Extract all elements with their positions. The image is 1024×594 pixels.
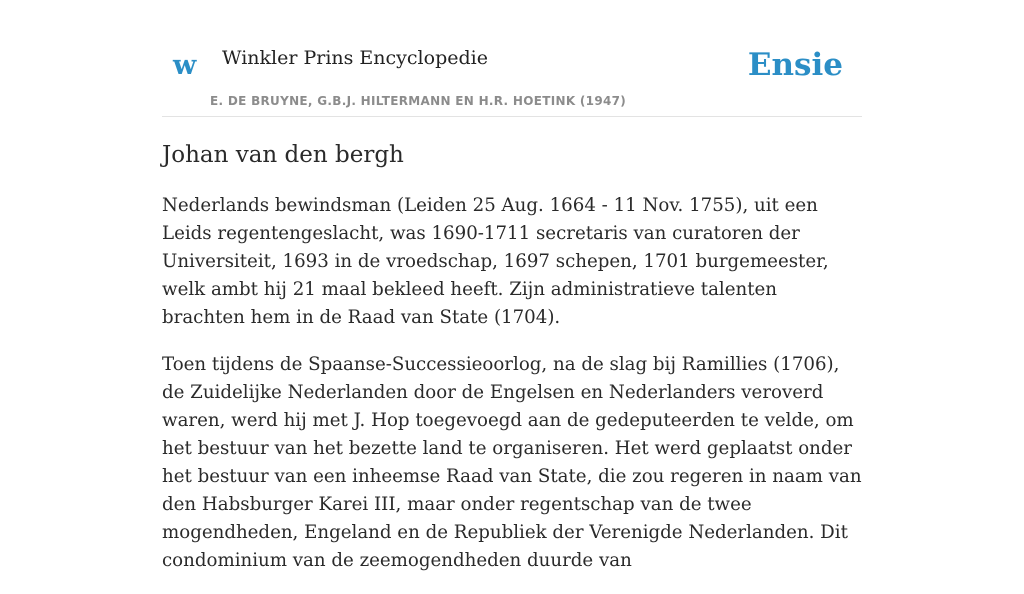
article-body — [162, 192, 862, 594]
source-authors: E. DE BRUYNE, G.B.J. HILTERMANN EN H.R. HOETINK (1947) — [210, 94, 627, 108]
site-header — [162, 0, 862, 117]
article-paragraph: Toen tijdens de Spaanse-Successieoorlog, na de slag bij Ramillies (1706), de Zuidelijke Nederlanden door de Engelsen en Nederlanders veroverd waren, werd hij met J. Hop toegevoegd aan de gedeputeerden te velde, om het bestuur van het bezette land te organiseren. Het werd geplaatst onder het bestuur van een inheemse Raad van State, die zou regeren in naam van den Habsburger Karei III, maar onder regentschap van de twee mogendheden, Engeland en de Republiek der Verenigde Nederlanden. Dit condominium van de zeemogendheden duurde van — [162, 354, 862, 571]
ensie-logo[interactable]: Ensie — [747, 47, 843, 83]
winkler-prins-logo[interactable]: w — [173, 50, 197, 81]
source-title[interactable]: Winkler Prins Encyclopedie — [222, 47, 488, 69]
article-paragraph: Nederlands bewindsman (Leiden 25 Aug. 1664 - 11 Nov. 1755), uit een Leids regentengeslacht, was 1690-1711 secretaris van curatoren der Universiteit, 1693 in de vroedschap, 1697 schepen, 1701 burgemeester, welk ambt hij 21 maal bekleed heeft. Zijn administratieve talenten brachten hem in de Raad van State (1704). — [162, 195, 829, 328]
article-title: Johan van den bergh — [162, 142, 404, 168]
